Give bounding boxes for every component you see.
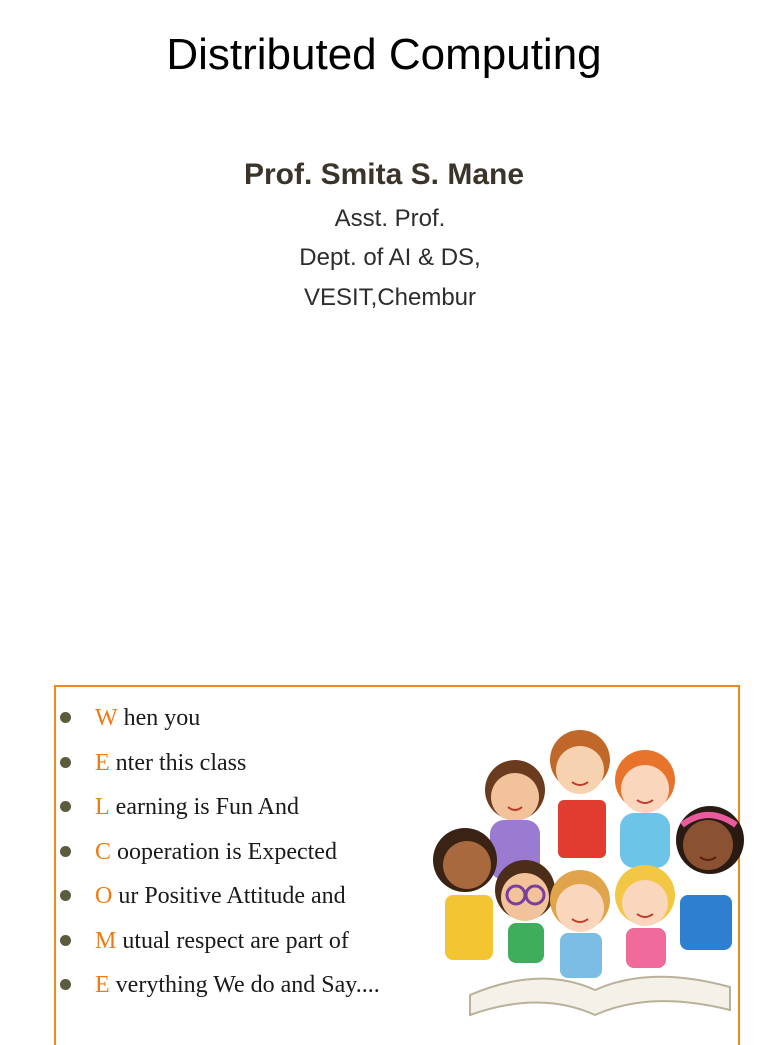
bullet-icon [60,757,71,768]
bullet-icon [60,801,71,812]
bullet-icon [60,890,71,901]
author-name: Prof. Smita S. Mane [243,158,525,191]
welcome-acrostic-list [60,700,380,1012]
bullet-icon [60,935,71,946]
acrostic-text: nter this class [115,749,247,776]
acrostic-letter: L [95,794,110,820]
acrostic-text: earning is Fun And [115,794,299,820]
list-item [60,834,380,879]
list-item [60,789,380,834]
author-designation: Asst. Prof. [334,205,446,232]
acrostic-letter: C [95,838,112,865]
bullet-icon [60,712,71,723]
list-item [60,878,380,923]
bullet-icon [60,846,71,857]
list-item [60,745,380,790]
acrostic-text: verything We do and Say.... [115,972,380,998]
acrostic-letter: W [95,705,118,731]
list-item [60,967,380,1012]
list-item [60,700,380,745]
bullet-icon [60,979,71,990]
author-institute: VESIT,Chembur [303,284,477,311]
acrostic-letter: E [95,749,110,776]
author-department: Dept. of AI & DS, [299,244,481,271]
acrostic-text: ur Positive Attitude and [118,883,346,909]
acrostic-letter: O [95,883,113,909]
list-item [60,923,380,968]
acrostic-text: hen you [123,705,201,731]
slide-title: Distributed Computing [166,30,602,79]
acrostic-text: ooperation is Expected [117,838,337,865]
acrostic-letter: M [95,927,117,954]
acrostic-letter: E [95,972,110,998]
acrostic-text: utual respect are part of [122,927,349,954]
children-reading-illustration-icon [430,725,750,1025]
